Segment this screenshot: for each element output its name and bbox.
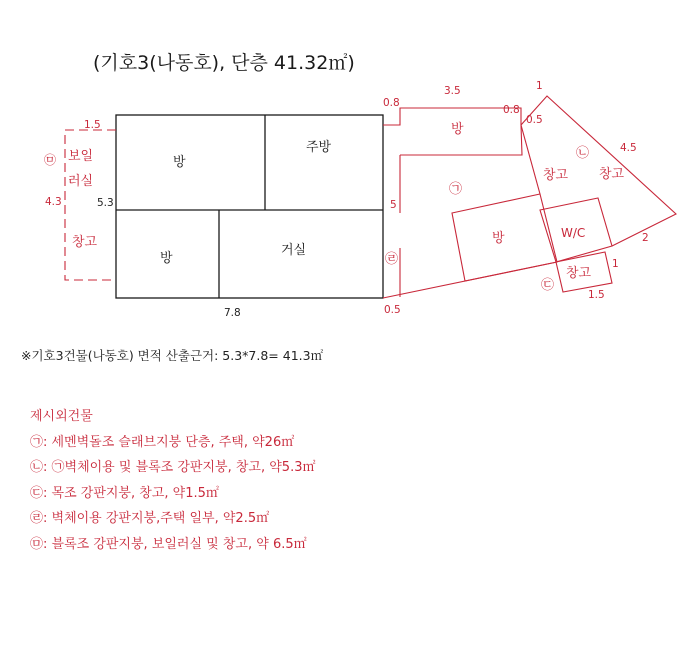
- marker-b: ㉡: [576, 146, 590, 161]
- marker-mu: ㉤: [44, 153, 57, 167]
- dim-height: 5.3: [97, 197, 114, 209]
- legend: [30, 404, 315, 557]
- room-label-kitchen: 주방: [306, 140, 332, 155]
- room-label-bang-2: 방: [160, 251, 173, 266]
- dim-left-height: 4.3: [45, 196, 62, 208]
- dim-4-5: 4.5: [620, 142, 637, 154]
- label-boil-2: 러실: [68, 174, 94, 189]
- legend-item: ㉢: 목조 강판지붕, 창고, 약1.5㎡: [30, 485, 219, 501]
- room-label-living: 거실: [281, 243, 307, 258]
- legend-item: ㉣: 벽체이용 강판지붕,주택 일부, 약2.5㎡: [30, 511, 270, 526]
- dim-width: 7.8: [224, 307, 241, 319]
- legend-heading: 제시외건물: [30, 409, 93, 424]
- dim-5: 5: [390, 199, 397, 211]
- label-storage-left: 창고: [72, 235, 98, 250]
- plan-title: (기호3(나동호), 단층 41.32㎡): [93, 52, 355, 74]
- dim-1-5: 1.5: [588, 289, 605, 301]
- marker-a: ㉠: [449, 182, 463, 197]
- marker-c: ㉢: [541, 278, 555, 293]
- legend-item: ㉠: 세멘벽돌조 슬래브지붕 단층, 주택, 약26㎡: [30, 434, 295, 450]
- main-building: [97, 115, 383, 319]
- annex-right-inner-line: [521, 125, 540, 194]
- label-boil-1: 보일: [68, 149, 94, 164]
- legend-item: ㉤: 블록조 강판지붕, 보일러실 및 창고, 약 6.5㎡: [30, 536, 307, 552]
- annex-room-storage-1: 창고: [543, 168, 569, 183]
- dim-0-8-b: 0.8: [503, 104, 520, 116]
- annex-room-bang-top: 방: [451, 122, 464, 137]
- dim-0-5-a: 0.5: [526, 114, 543, 126]
- dim-left-top: 1.5: [84, 119, 101, 131]
- dim-0-5-b: 0.5: [384, 304, 401, 316]
- dim-0-8-a: 0.8: [383, 97, 400, 109]
- marker-d: ㉣: [385, 252, 399, 267]
- area-note: ※기호3건물(나동호) 면적 산출근거: 5.3*7.8= 41.3㎡: [21, 348, 324, 363]
- annex-room-wc: W/C: [561, 226, 586, 240]
- annex-right: [383, 80, 676, 316]
- dim-1-right: 1: [612, 258, 619, 270]
- annex-room-storage-3: 창고: [566, 266, 592, 281]
- legend-item: ㉡: ㉠벽체이용 및 블록조 강판지붕, 창고, 약5.3㎡: [30, 460, 316, 475]
- main-outline: [116, 115, 383, 298]
- dim-1-top: 1: [536, 80, 543, 92]
- annex-room-storage-2: 창고: [599, 167, 625, 182]
- dim-3-5: 3.5: [444, 85, 461, 97]
- annex-room-bang: 방: [492, 231, 505, 246]
- room-label-bang-1: 방: [173, 155, 186, 170]
- dim-2: 2: [642, 232, 649, 244]
